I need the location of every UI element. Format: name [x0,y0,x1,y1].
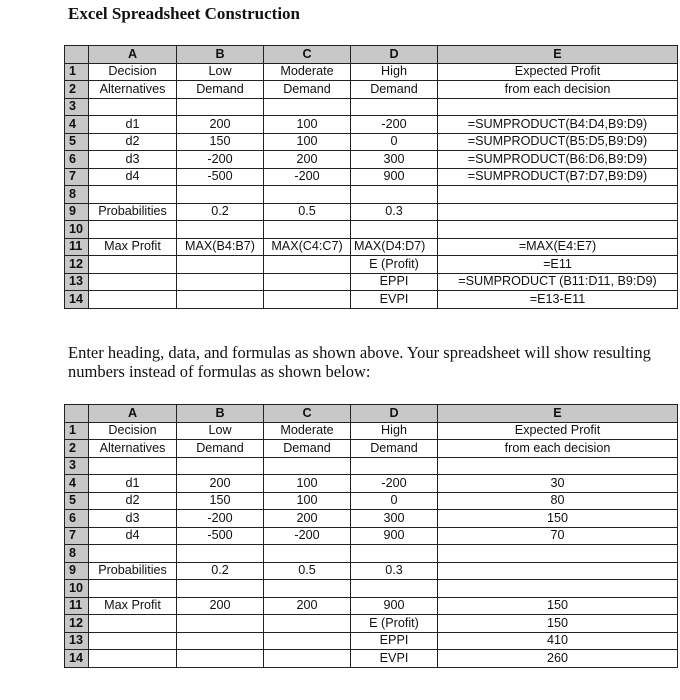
cell-e6: 150 [438,510,678,528]
sheet-row [65,562,678,580]
column-header: A [89,46,177,64]
cell-e1: Expected Profit [438,422,678,440]
cell-b3 [177,98,264,116]
cell-e3 [438,457,678,475]
sheet-row [65,597,678,615]
cell-d8 [351,186,438,204]
cell-a4: d1 [89,475,177,493]
cell-c9: 0.5 [264,562,351,580]
cell-b7: -500 [177,168,264,186]
sheet-row [65,422,678,440]
column-header: A [89,405,177,423]
corner-cell [65,405,89,423]
sheet-row [65,291,678,309]
result-spreadsheet [64,404,678,668]
corner-cell [65,46,89,64]
cell-a14 [89,650,177,668]
cell-e13: =SUMPRODUCT (B11:D11, B9:D9) [438,273,678,291]
cell-c4: 100 [264,116,351,134]
cell-a7: d4 [89,168,177,186]
cell-e7: 70 [438,527,678,545]
row-header: 8 [65,545,89,563]
sheet-row [65,475,678,493]
cell-b4: 200 [177,116,264,134]
cell-e14: =E13-E11 [438,291,678,309]
row-header: 2 [65,440,89,458]
sheet-row [65,98,678,116]
row-header: 1 [65,422,89,440]
cell-d13: EPPI [351,632,438,650]
cell-c2: Demand [264,81,351,99]
cell-d5: 0 [351,492,438,510]
sheet-row [65,81,678,99]
cell-a7: d4 [89,527,177,545]
sheet-row [65,221,678,239]
sheet-row [65,168,678,186]
row-header: 6 [65,151,89,169]
cell-b12 [177,615,264,633]
cell-c7: -200 [264,527,351,545]
cell-e8 [438,186,678,204]
sheet-row [65,238,678,256]
cell-d9: 0.3 [351,562,438,580]
sheet-row [65,186,678,204]
cell-b8 [177,186,264,204]
cell-a2: Alternatives [89,81,177,99]
sheet-row [65,650,678,668]
cell-c8 [264,186,351,204]
cell-b1: Low [177,422,264,440]
cell-b9: 0.2 [177,562,264,580]
cell-d12: E (Profit) [351,615,438,633]
row-header: 11 [65,238,89,256]
row-header: 4 [65,475,89,493]
cell-e4: 30 [438,475,678,493]
column-header: C [264,46,351,64]
cell-d9: 0.3 [351,203,438,221]
cell-a6: d3 [89,510,177,528]
cell-b14 [177,650,264,668]
cell-b6: -200 [177,151,264,169]
cell-b6: -200 [177,510,264,528]
cell-b11: 200 [177,597,264,615]
cell-c6: 200 [264,510,351,528]
cell-b2: Demand [177,440,264,458]
cell-d6: 300 [351,151,438,169]
cell-a3 [89,98,177,116]
cell-e10 [438,580,678,598]
cell-d1: High [351,63,438,81]
column-header: D [351,405,438,423]
page-title: Excel Spreadsheet Construction [68,4,301,23]
row-header: 5 [65,133,89,151]
cell-e9 [438,203,678,221]
cell-e11: =MAX(E4:E7) [438,238,678,256]
sheet-row [65,580,678,598]
cell-c12 [264,615,351,633]
cell-b10 [177,221,264,239]
row-header: 7 [65,527,89,545]
cell-c3 [264,98,351,116]
row-header: 14 [65,650,89,668]
cell-a4: d1 [89,116,177,134]
row-header: 10 [65,580,89,598]
cell-c13 [264,632,351,650]
row-header: 14 [65,291,89,309]
cell-a5: d2 [89,492,177,510]
cell-a1: Decision [89,63,177,81]
sheet-row [65,151,678,169]
cell-e1: Expected Profit [438,63,678,81]
cell-a6: d3 [89,151,177,169]
cell-d14: EVPI [351,650,438,668]
cell-c10 [264,580,351,598]
column-header-row [65,405,678,423]
cell-d2: Demand [351,440,438,458]
sheet-row [65,133,678,151]
cell-d7: 900 [351,527,438,545]
column-header: B [177,405,264,423]
cell-d1: High [351,422,438,440]
cell-e2: from each decision [438,81,678,99]
cell-a5: d2 [89,133,177,151]
cell-a13 [89,273,177,291]
cell-a12 [89,615,177,633]
row-header: 4 [65,116,89,134]
cell-d11: MAX(D4:D7) [351,238,438,256]
cell-e5: 80 [438,492,678,510]
cell-d3 [351,98,438,116]
cell-c10 [264,221,351,239]
cell-b1: Low [177,63,264,81]
cell-c12 [264,256,351,274]
cell-c11: MAX(C4:C7) [264,238,351,256]
row-header: 11 [65,597,89,615]
row-header: 13 [65,273,89,291]
cell-a12 [89,256,177,274]
cell-e13: 410 [438,632,678,650]
cell-b12 [177,256,264,274]
cell-d7: 900 [351,168,438,186]
column-header: B [177,46,264,64]
cell-c13 [264,273,351,291]
cell-e6: =SUMPRODUCT(B6:D6,B9:D9) [438,151,678,169]
cell-c1: Moderate [264,63,351,81]
column-header: E [438,46,678,64]
cell-a8 [89,545,177,563]
sheet-row [65,63,678,81]
cell-c5: 100 [264,133,351,151]
row-header: 13 [65,632,89,650]
instruction-paragraph: Enter heading, data, and formulas as shown above. Your spreadsheet will show resulting numbers instead of formulas as shown below: [68,343,651,381]
sheet-row [65,492,678,510]
sheet-row [65,273,678,291]
row-header: 2 [65,81,89,99]
cell-d5: 0 [351,133,438,151]
cell-c8 [264,545,351,563]
cell-d4: -200 [351,475,438,493]
row-header: 12 [65,256,89,274]
cell-d3 [351,457,438,475]
cell-a10 [89,221,177,239]
cell-d13: EPPI [351,273,438,291]
cell-a8 [89,186,177,204]
cell-b4: 200 [177,475,264,493]
cell-b14 [177,291,264,309]
cell-e11: 150 [438,597,678,615]
cell-c6: 200 [264,151,351,169]
cell-c2: Demand [264,440,351,458]
row-header: 12 [65,615,89,633]
formula-spreadsheet [64,45,678,309]
cell-b13 [177,273,264,291]
sheet-row [65,545,678,563]
sheet-row [65,527,678,545]
cell-e10 [438,221,678,239]
cell-c11: 200 [264,597,351,615]
cell-c4: 100 [264,475,351,493]
cell-d4: -200 [351,116,438,134]
cell-b7: -500 [177,527,264,545]
sheet-row [65,116,678,134]
row-header: 8 [65,186,89,204]
cell-d12: E (Profit) [351,256,438,274]
cell-b13 [177,632,264,650]
cell-b3 [177,457,264,475]
cell-a9: Probabilities [89,203,177,221]
cell-c1: Moderate [264,422,351,440]
cell-c7: -200 [264,168,351,186]
cell-d11: 900 [351,597,438,615]
cell-e8 [438,545,678,563]
sheet-row [65,440,678,458]
row-header: 9 [65,203,89,221]
row-header: 6 [65,510,89,528]
cell-d6: 300 [351,510,438,528]
cell-e4: =SUMPRODUCT(B4:D4,B9:D9) [438,116,678,134]
row-header: 1 [65,63,89,81]
row-header: 3 [65,98,89,116]
cell-a10 [89,580,177,598]
cell-c9: 0.5 [264,203,351,221]
cell-b9: 0.2 [177,203,264,221]
cell-e2: from each decision [438,440,678,458]
cell-e12: 150 [438,615,678,633]
column-header: D [351,46,438,64]
row-header: 7 [65,168,89,186]
cell-e9 [438,562,678,580]
sheet-row [65,615,678,633]
cell-b8 [177,545,264,563]
cell-c5: 100 [264,492,351,510]
cell-a13 [89,632,177,650]
cell-a11: Max Profit [89,597,177,615]
row-header: 9 [65,562,89,580]
cell-b2: Demand [177,81,264,99]
cell-e14: 260 [438,650,678,668]
cell-a11: Max Profit [89,238,177,256]
cell-e7: =SUMPRODUCT(B7:D7,B9:D9) [438,168,678,186]
column-header: C [264,405,351,423]
sheet-row [65,457,678,475]
cell-e5: =SUMPRODUCT(B5:D5,B9:D9) [438,133,678,151]
cell-b5: 150 [177,492,264,510]
row-header: 10 [65,221,89,239]
cell-a3 [89,457,177,475]
sheet-row [65,510,678,528]
sheet-row [65,203,678,221]
cell-b10 [177,580,264,598]
cell-d10 [351,221,438,239]
row-header: 3 [65,457,89,475]
cell-a14 [89,291,177,309]
row-header: 5 [65,492,89,510]
cell-a2: Alternatives [89,440,177,458]
cell-d10 [351,580,438,598]
cell-d2: Demand [351,81,438,99]
cell-d8 [351,545,438,563]
cell-a1: Decision [89,422,177,440]
cell-b5: 150 [177,133,264,151]
cell-c3 [264,457,351,475]
sheet-row [65,256,678,274]
cell-e3 [438,98,678,116]
cell-c14 [264,291,351,309]
cell-d14: EVPI [351,291,438,309]
cell-c14 [264,650,351,668]
sheet-row [65,632,678,650]
cell-e12: =E11 [438,256,678,274]
column-header: E [438,405,678,423]
cell-a9: Probabilities [89,562,177,580]
column-header-row [65,46,678,64]
cell-b11: MAX(B4:B7) [177,238,264,256]
